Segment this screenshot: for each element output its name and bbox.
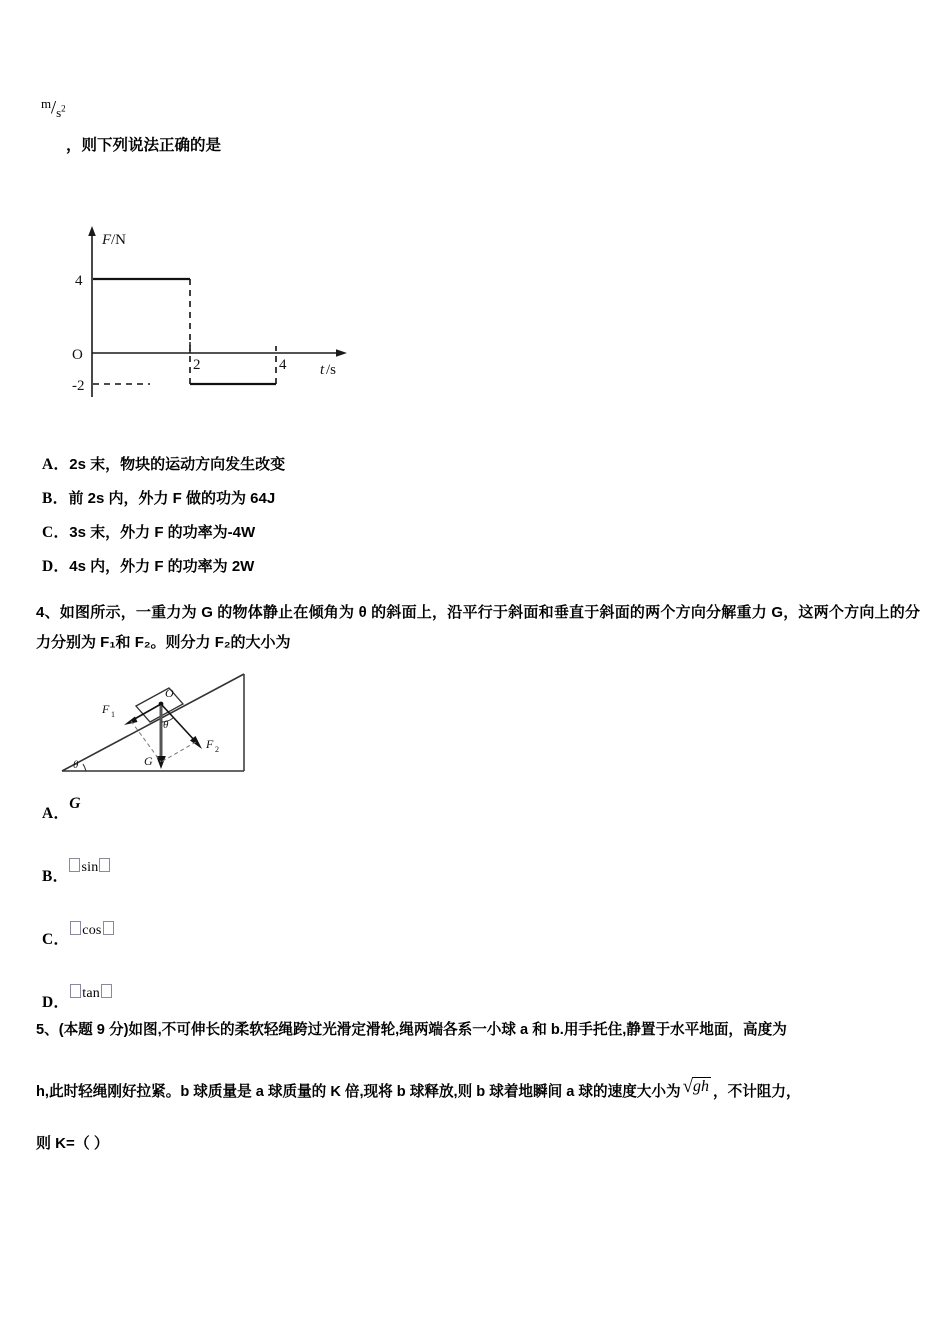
missing-glyph-box — [70, 984, 81, 998]
option-letter-a: A． — [42, 805, 70, 822]
missing-glyph-box — [99, 858, 110, 872]
question4-options — [42, 795, 115, 1047]
question5-line-3: 则 K=（ ） — [36, 1135, 109, 1152]
option-letter-d: D． — [42, 994, 70, 1011]
fraction-numerator: m — [41, 96, 51, 111]
inclined-plane-figure — [56, 666, 256, 782]
option-letter-b: B． — [42, 868, 69, 885]
option-text-d: 4s 内，外力 F 的功率为 2W — [69, 558, 255, 575]
option-row-b[interactable] — [42, 486, 285, 520]
question5-line-1: 5、(本题 9 分)如图,不可伸长的柔软轻绳跨过光滑定滑轮,绳两端各系一小球 a 和 b.用手托住,静置于水平地面，高度为 — [36, 1022, 787, 1038]
svg-text:/s: /s — [326, 362, 337, 378]
option-letter-a: A． — [42, 456, 70, 473]
svg-text:-2: -2 — [72, 378, 85, 394]
svg-text:/N: /N — [111, 232, 126, 248]
option-letter-b: B． — [42, 490, 69, 507]
svg-text:F: F — [206, 737, 214, 751]
question5-line2-before: h,此时轻绳刚好拉紧。b 球质量是 a 球质量的 K 倍,现将 b 球释放,则 b 球着地瞬间 a 球的速度大小为 — [36, 1084, 681, 1100]
option-row-d[interactable] — [42, 554, 285, 588]
svg-text:4: 4 — [279, 357, 287, 373]
svg-text:O: O — [165, 686, 174, 700]
option-text-a: 2s 末，物块的运动方向发生改变 — [69, 456, 286, 473]
unit-fraction-m-per-s2 — [41, 96, 66, 121]
option-row-a[interactable] — [42, 795, 115, 858]
svg-text:θ: θ — [163, 719, 169, 731]
svg-text:F: F — [102, 702, 110, 716]
svg-text:2: 2 — [193, 357, 201, 373]
question5-line2-after: ，不计阻力， — [713, 1084, 801, 1100]
missing-glyph-box — [69, 858, 80, 872]
trig-function-name: tan — [82, 986, 101, 1001]
question5-line-2 — [36, 1076, 926, 1102]
svg-text:θ: θ — [73, 759, 79, 771]
option-text-b — [68, 858, 111, 876]
question4-number: 4、 — [36, 604, 60, 621]
option-text-c — [69, 921, 114, 939]
option-row-c[interactable] — [42, 921, 115, 984]
svg-text:2: 2 — [215, 745, 219, 754]
option-text-d — [69, 984, 113, 1002]
option-text-a: G — [69, 795, 81, 812]
force-time-graph — [52, 222, 372, 407]
fraction-exponent: 2 — [61, 104, 66, 115]
option-text-c: 3s 末，外力 F 的功率为-4W — [69, 524, 256, 541]
question4-stem — [36, 598, 920, 658]
question4-stem-text: 如图所示，一重力为 G 的物体静止在倾角为 θ 的斜面上，沿平行于斜面和垂直于斜面的两个方向分解重力 G，这两个方向上的分力分别为 F₁和 F₂。则分力 F₂的大小为 — [36, 604, 920, 651]
missing-glyph-box — [70, 921, 81, 935]
svg-text:G: G — [144, 754, 153, 768]
option-text-b: 前 2s 内，外力 F 做的功为 64J — [68, 490, 276, 507]
svg-text:1: 1 — [111, 710, 115, 719]
trig-function-name: sin — [81, 860, 99, 875]
option-letter-d: D． — [42, 558, 70, 575]
fraction-slash: / — [50, 97, 57, 119]
option-letter-c: C． — [42, 931, 70, 948]
svg-text:t: t — [320, 362, 325, 378]
option-row-b[interactable] — [42, 858, 115, 921]
fraction-denominator: $s^2$ — [56, 104, 66, 121]
trig-function-name: cos — [82, 923, 102, 938]
missing-glyph-box — [103, 921, 114, 935]
radicand: gh — [693, 1078, 710, 1095]
missing-glyph-box — [101, 984, 112, 998]
radical-sign: √ — [682, 1076, 694, 1097]
option-row-a[interactable] — [42, 452, 285, 486]
question3-stem-tail: ，则下列说法正确的是 — [66, 137, 222, 154]
svg-text:O: O — [72, 347, 83, 363]
question3-options — [42, 452, 285, 588]
svg-text:4: 4 — [75, 273, 83, 289]
option-letter-c: C． — [42, 524, 70, 541]
option-row-c[interactable] — [42, 520, 285, 554]
svg-text:F: F — [102, 232, 112, 248]
sqrt-gh-expression — [683, 1075, 711, 1097]
